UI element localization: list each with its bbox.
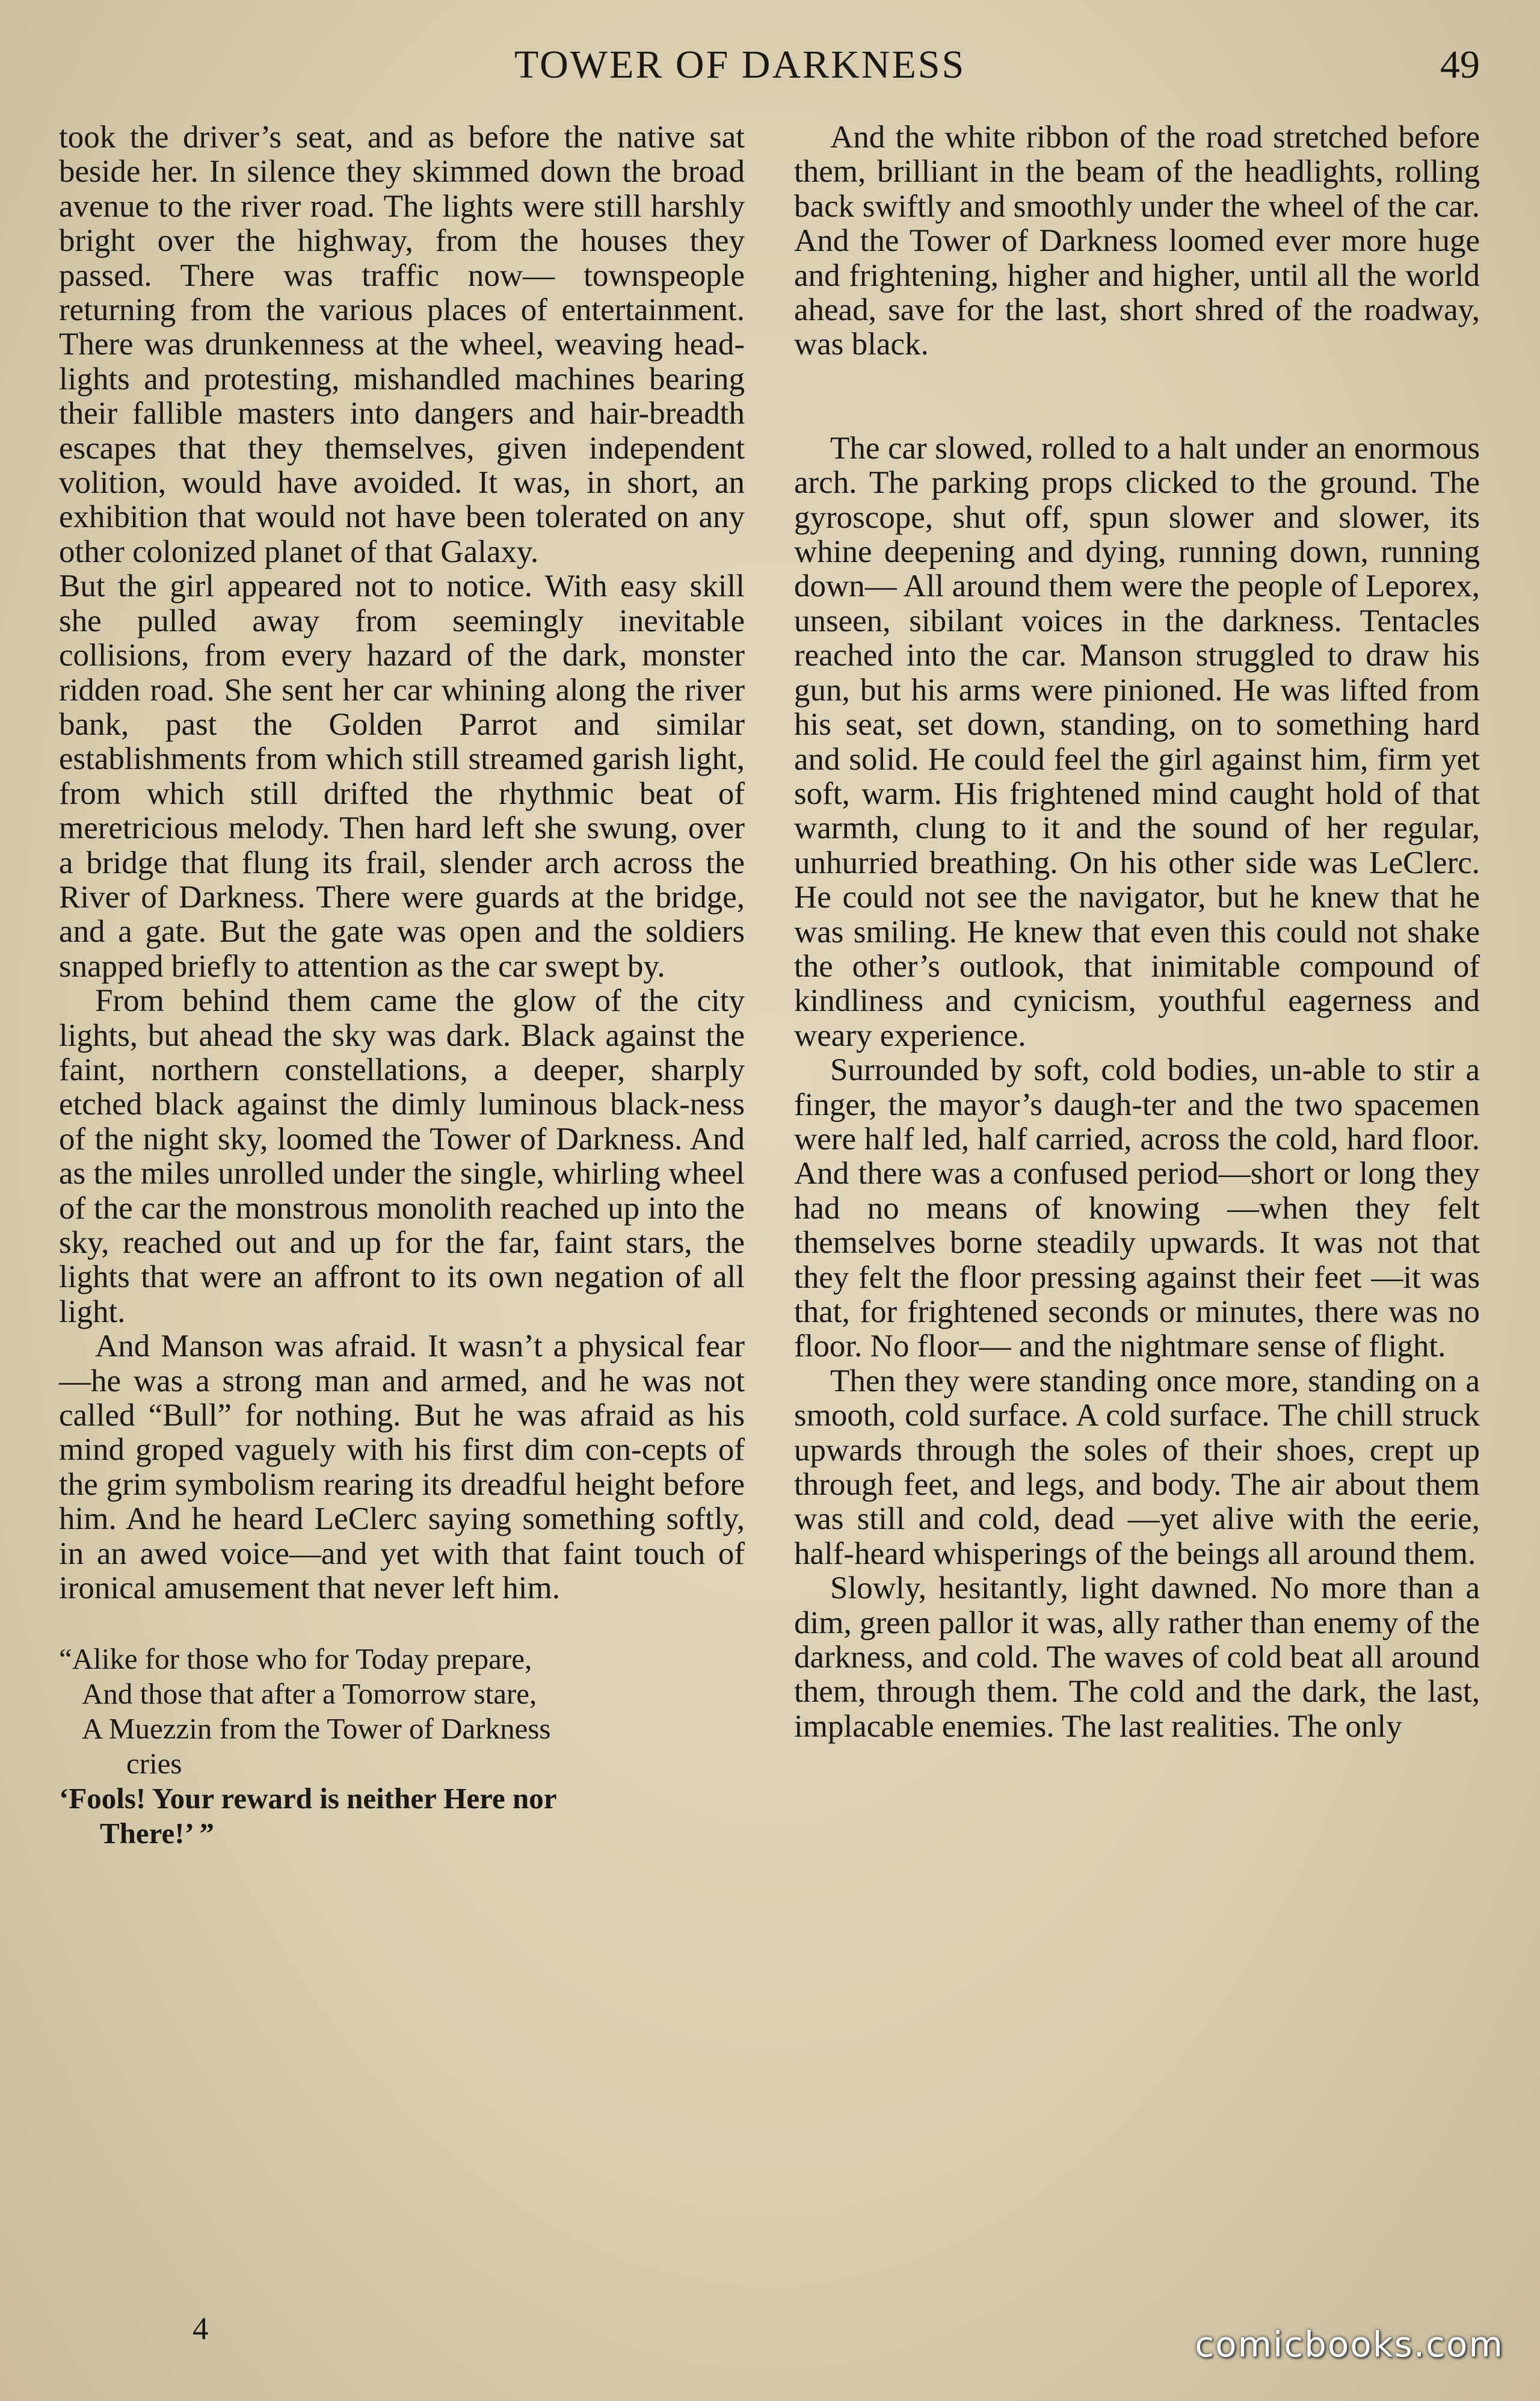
right-column (794, 120, 1480, 1744)
paragraph: And Manson was afraid. It wasn’t a physical fear—he was a strong man and armed, and he was not called “Bull” for nothing. But he was afraid as his mind groped vaguely with his first dim con-cepts of the grim symbolism rearing its dreadful height before him. And he heard LeClerc saying something softly, in an awed voice—and yet with that faint touch of ironical amusement that never left him. (59, 1329, 745, 1606)
verse-line: A Muezzin from the Tower of Darkness (82, 1712, 551, 1746)
verse-line: cries (126, 1747, 182, 1781)
paragraph: But the girl appeared not to notice. With easy skill she pulled away from seemingly inevitable collisions, from every hazard of the dark, monster ridden road. She sent her car whining along the river bank, past the Golden Parrot and similar establishments from which still streamed garish light, from which still drifted the rhythmic beat of meretricious melody. Then hard left she swung, over a bridge that flung its frail, slender arch across the River of Darkness. There were guards at the bridge, and a gate. But the gate was open and the soldiers snapped briefly to attention as the car swept by. (59, 569, 745, 984)
paragraph: The car slowed, rolled to a halt under an enormous arch. The parking props clicked to the ground. The gyroscope, shut off, spun slower and slower, its whine deepening and dying, running down, running down— All around them were the people of Leporex, unseen, sibilant voices in the darkness. Tentacles reached into the car. Manson struggled to draw his gun, but his arms were pinioned. He was lifted from his seat, set down, standing, on to something hard and solid. He could feel the girl against him, firm yet soft, warm. His frightened mind caught hold of that warmth, clung to it and the sound of her regular, unhurried breathing. On his other side was LeClerc. He could not see the navigator, but he knew that he was smiling. He knew that even this could not shake the other’s outlook, that inimitable compound of kindliness and cynicism, youthful eagerness and weary experience. (794, 430, 1480, 1053)
verse-line: “Alike for those who for Today prepare, (59, 1642, 532, 1676)
paragraph: Then they were standing once more, standing on a smooth, cold surface. A cold surface. The chill struck upwards through the soles of their shoes, crept up through feet, and legs, and body. The air about them was still and cold, dead —yet alive with the eerie, half-heard whisperings of the beings all around them. (794, 1363, 1480, 1571)
verse-line: ‘Fools! Your reward is neither Here nor (59, 1782, 557, 1815)
paragraph: took the driver’s seat, and as before the native sat beside her. In silence they skimmed down the broad avenue to the river road. The lights were still harshly bright over the highway, from the houses they passed. There was traffic now— townspeople returning from the various places of entertainment. There was drunkenness at the wheel, weaving head-lights and protesting, mishandled machines bearing their fallible masters into dangers and hair-breadth escapes that they themselves, given independent volition, would have avoided. It was, in short, an exhibition that would not have been tolerated on any other colonized planet of that Galaxy. (59, 120, 745, 569)
paragraph: Surrounded by soft, cold bodies, un-able to stir a finger, the mayor’s daugh-ter and the two spacemen were half led, half carried, across the cold, hard floor. And there was a confused period—short or long they had no means of knowing —when they felt themselves borne steadily upwards. It was not that they felt the floor pressing against their feet —it was that, for frightened seconds or minutes, there was no floor. No floor— and the nightmare sense of flight. (794, 1052, 1480, 1364)
left-column (59, 120, 745, 1851)
verse-line: And those that after a Tomorrow stare, (82, 1677, 537, 1711)
paragraph: Slowly, hesitantly, light dawned. No more than a dim, green pallor it was, ally rather than enemy of the darkness, and cold. The waves of cold beat all around them, through them. The cold and the dark, the last, implacable enemies. The last realities. The only (794, 1571, 1480, 1744)
running-title: TOWER OF DARKNESS (514, 43, 966, 87)
page-number: 49 (1440, 43, 1480, 87)
paragraph: From behind them came the glow of the city lights, but ahead the sky was dark. Black against the faint, northern constellations, a deeper, sharply etched black against the dimly luminous black-ness of the night sky, loomed the Tower of Darkness. And as the miles unrolled under the single, whirling wheel of the car the monstrous monolith reached up into the sky, reached out and up for the far, faint stars, the lights that were an affront to its own negation of all light. (59, 983, 745, 1329)
paragraph: And the white ribbon of the road stretched before them, brilliant in the beam of the headlights, rolling back swiftly and smoothly under the wheel of the car. And the Tower of Darkness loomed ever more huge and frightening, higher and higher, until all the world ahead, save for the last, short shred of the roadway, was black. (794, 120, 1480, 362)
epigraph-verse (59, 1642, 745, 1851)
source-watermark: comicbooks.com (1195, 2324, 1504, 2365)
section-break (794, 362, 1480, 431)
folio-mark: 4 (192, 2311, 209, 2346)
verse-line: There!’ ” (100, 1817, 215, 1850)
